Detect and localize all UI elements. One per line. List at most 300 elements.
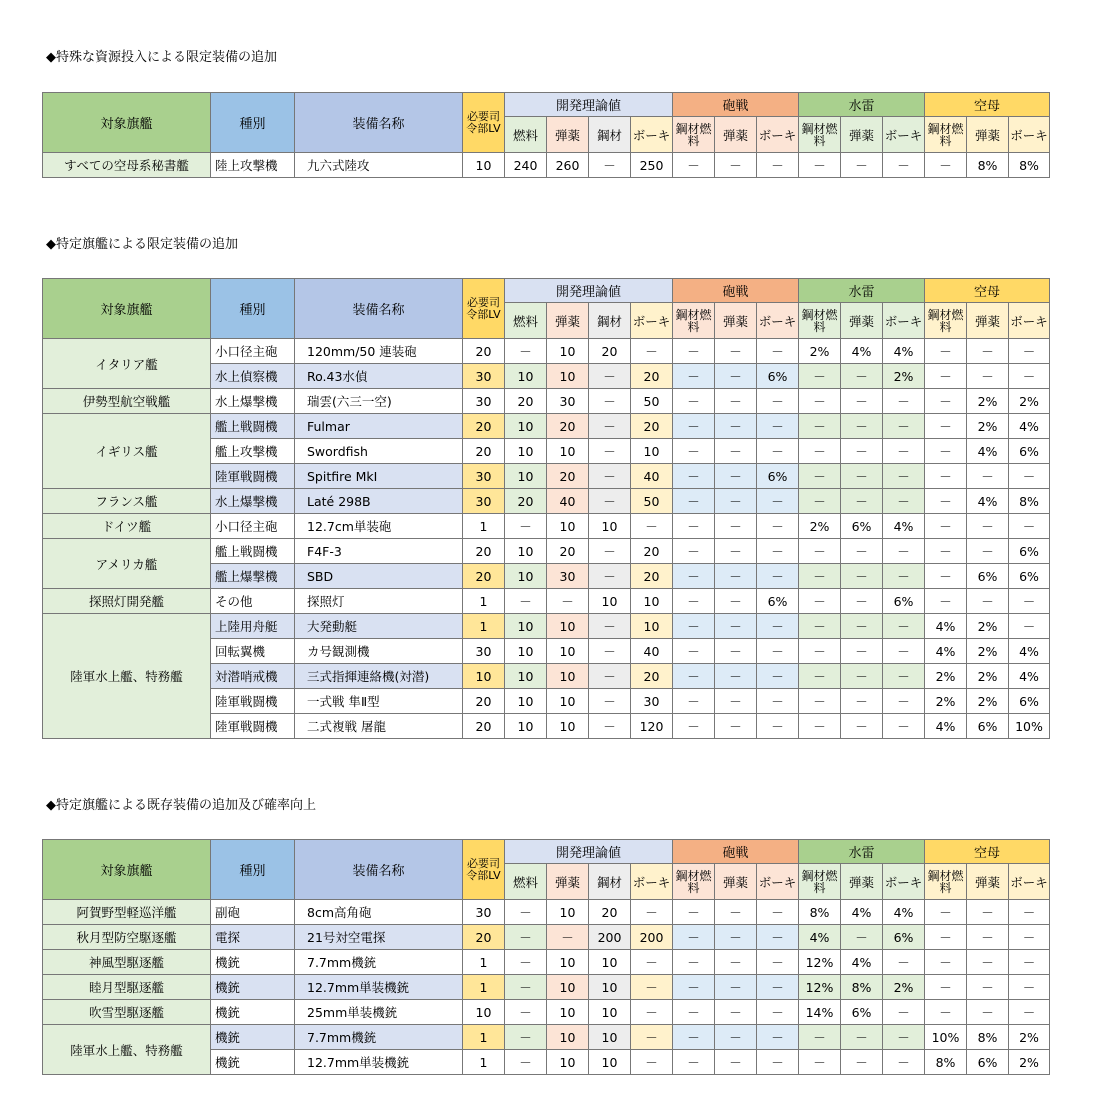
header-type: 種別 — [211, 93, 295, 153]
table-row — [43, 900, 1050, 925]
header-carrier: 空母 — [925, 93, 1050, 117]
gunnery-rate-cell: － — [673, 564, 715, 589]
fuel-cell: 240 — [505, 153, 547, 178]
required-lv-cell: 1 — [463, 589, 505, 614]
gunnery-rate-cell: － — [673, 464, 715, 489]
section-title: ◆特定旗艦による限定装備の追加 — [46, 237, 238, 252]
carrier-rate-cell: 8% — [967, 1025, 1009, 1050]
torpedo-rate-cell: － — [841, 925, 883, 950]
header-dev-theory: 開発理論値 — [505, 93, 673, 117]
header-required-lv: 必要司令部LV — [463, 840, 505, 900]
gunnery-rate-cell: － — [715, 925, 757, 950]
type-cell: 機銃 — [211, 1025, 295, 1050]
header-steel-fuel: 鋼材燃料 — [925, 117, 967, 153]
header-ammo: 弾薬 — [967, 864, 1009, 900]
torpedo-rate-cell: 8% — [841, 975, 883, 1000]
equipment-name-cell: 三式指揮連絡機(対潜) — [295, 664, 463, 689]
ammo-cell: 10 — [547, 1050, 589, 1075]
ammo-cell: 20 — [547, 414, 589, 439]
header-ammo: 弾薬 — [841, 303, 883, 339]
steel-cell: － — [589, 464, 631, 489]
equipment-name-cell: 12.7cm単装砲 — [295, 514, 463, 539]
table-row — [43, 539, 1050, 564]
required-lv-cell: 20 — [463, 689, 505, 714]
target-ship-cell: 伊勢型航空戦艦 — [43, 389, 211, 414]
carrier-rate-cell: － — [967, 539, 1009, 564]
header-steel-fuel: 鋼材燃料 — [673, 864, 715, 900]
carrier-rate-cell: 2% — [925, 689, 967, 714]
gunnery-rate-cell: 6% — [757, 589, 799, 614]
fuel-cell: － — [505, 1025, 547, 1050]
bauxite-cell: 40 — [631, 464, 673, 489]
ammo-cell: 10 — [547, 514, 589, 539]
torpedo-rate-cell: － — [883, 539, 925, 564]
ammo-cell: 10 — [547, 900, 589, 925]
fuel-cell: 10 — [505, 614, 547, 639]
gunnery-rate-cell: － — [715, 339, 757, 364]
torpedo-rate-cell: － — [799, 489, 841, 514]
gunnery-rate-cell: － — [715, 153, 757, 178]
type-cell: 陸軍戦闘機 — [211, 714, 295, 739]
gunnery-rate-cell: － — [757, 1000, 799, 1025]
torpedo-rate-cell: － — [841, 464, 883, 489]
carrier-rate-cell: 6% — [1009, 439, 1050, 464]
header-gunnery: 砲戦 — [673, 840, 799, 864]
torpedo-rate-cell: 4% — [841, 900, 883, 925]
required-lv-cell: 1 — [463, 1025, 505, 1050]
steel-cell: － — [589, 689, 631, 714]
carrier-rate-cell: － — [1009, 614, 1050, 639]
equipment-name-cell: 瑞雲(六三一空) — [295, 389, 463, 414]
torpedo-rate-cell: － — [883, 950, 925, 975]
torpedo-rate-cell: － — [799, 664, 841, 689]
table-row — [43, 514, 1050, 539]
ammo-cell: 10 — [547, 975, 589, 1000]
required-lv-cell: 30 — [463, 639, 505, 664]
equipment-name-cell: 25mm単装機銃 — [295, 1000, 463, 1025]
torpedo-rate-cell: 6% — [883, 589, 925, 614]
torpedo-rate-cell: － — [799, 464, 841, 489]
gunnery-rate-cell: － — [715, 1050, 757, 1075]
required-lv-cell: 1 — [463, 950, 505, 975]
gunnery-rate-cell: － — [673, 389, 715, 414]
carrier-rate-cell: － — [1009, 1000, 1050, 1025]
carrier-rate-cell: － — [925, 564, 967, 589]
gunnery-rate-cell: － — [757, 950, 799, 975]
header-gunnery: 砲戦 — [673, 279, 799, 303]
torpedo-rate-cell: － — [799, 564, 841, 589]
gunnery-rate-cell: － — [715, 389, 757, 414]
carrier-rate-cell: 2% — [967, 414, 1009, 439]
torpedo-rate-cell: － — [883, 689, 925, 714]
header-equipment-name: 装備名称 — [295, 279, 463, 339]
table-row — [43, 950, 1050, 975]
gunnery-rate-cell: 6% — [757, 464, 799, 489]
torpedo-rate-cell: 6% — [841, 514, 883, 539]
torpedo-rate-cell: 4% — [799, 925, 841, 950]
torpedo-rate-cell: － — [883, 1000, 925, 1025]
equipment-name-cell: 7.7mm機銃 — [295, 1025, 463, 1050]
equipment-name-cell: 二式複戦 屠龍 — [295, 714, 463, 739]
carrier-rate-cell: － — [925, 950, 967, 975]
torpedo-rate-cell: － — [841, 153, 883, 178]
torpedo-rate-cell: － — [799, 364, 841, 389]
ammo-cell: 30 — [547, 389, 589, 414]
carrier-rate-cell: － — [925, 514, 967, 539]
type-cell: 機銃 — [211, 1050, 295, 1075]
gunnery-rate-cell: － — [673, 714, 715, 739]
table-row — [43, 1000, 1050, 1025]
target-ship-cell: 秋月型防空駆逐艦 — [43, 925, 211, 950]
gunnery-rate-cell: 6% — [757, 364, 799, 389]
header-ammo: 弾薬 — [547, 864, 589, 900]
torpedo-rate-cell: － — [841, 414, 883, 439]
carrier-rate-cell: － — [925, 464, 967, 489]
table-row — [43, 614, 1050, 639]
header-carrier: 空母 — [925, 279, 1050, 303]
type-cell: 陸軍戦闘機 — [211, 689, 295, 714]
header-bauxite: ボーキ — [883, 117, 925, 153]
carrier-rate-cell: 4% — [1009, 639, 1050, 664]
header-ammo: 弾薬 — [547, 117, 589, 153]
bauxite-cell: 10 — [631, 439, 673, 464]
equipment-name-cell: F4F-3 — [295, 539, 463, 564]
equipment-name-cell: 一式戦 隼Ⅱ型 — [295, 689, 463, 714]
gunnery-rate-cell: － — [715, 489, 757, 514]
fuel-cell: － — [505, 925, 547, 950]
torpedo-rate-cell: － — [883, 1050, 925, 1075]
header-ammo: 弾薬 — [715, 864, 757, 900]
equipment-name-cell: Laté 298B — [295, 489, 463, 514]
carrier-rate-cell: － — [967, 1000, 1009, 1025]
carrier-rate-cell: 8% — [967, 153, 1009, 178]
gunnery-rate-cell: － — [715, 689, 757, 714]
torpedo-rate-cell: 12% — [799, 975, 841, 1000]
fuel-cell: － — [505, 975, 547, 1000]
header-target-ship: 対象旗艦 — [43, 93, 211, 153]
gunnery-rate-cell: － — [757, 414, 799, 439]
type-cell: その他 — [211, 589, 295, 614]
carrier-rate-cell: 10% — [925, 1025, 967, 1050]
torpedo-rate-cell: － — [841, 614, 883, 639]
type-cell: 水上爆撃機 — [211, 489, 295, 514]
carrier-rate-cell: － — [1009, 975, 1050, 1000]
gunnery-rate-cell: － — [757, 614, 799, 639]
torpedo-rate-cell: － — [799, 439, 841, 464]
torpedo-rate-cell: 2% — [799, 514, 841, 539]
required-lv-cell: 20 — [463, 564, 505, 589]
gunnery-rate-cell: － — [715, 589, 757, 614]
header-steel-fuel: 鋼材燃料 — [799, 864, 841, 900]
steel-cell: 20 — [589, 339, 631, 364]
torpedo-rate-cell: － — [841, 639, 883, 664]
steel-cell: 10 — [589, 514, 631, 539]
torpedo-rate-cell: － — [883, 464, 925, 489]
carrier-rate-cell: 2% — [1009, 1050, 1050, 1075]
required-lv-cell: 20 — [463, 925, 505, 950]
equipment-table — [42, 92, 1050, 178]
carrier-rate-cell: 2% — [925, 664, 967, 689]
torpedo-rate-cell: － — [841, 1050, 883, 1075]
carrier-rate-cell: － — [1009, 464, 1050, 489]
carrier-rate-cell: － — [1009, 589, 1050, 614]
required-lv-cell: 30 — [463, 900, 505, 925]
ammo-cell: 20 — [547, 464, 589, 489]
table-row — [43, 489, 1050, 514]
header-steel-fuel: 鋼材燃料 — [925, 864, 967, 900]
ammo-cell: 10 — [547, 614, 589, 639]
torpedo-rate-cell: － — [883, 414, 925, 439]
steel-cell: － — [589, 364, 631, 389]
ammo-cell: 30 — [547, 564, 589, 589]
gunnery-rate-cell: － — [673, 339, 715, 364]
steel-cell: 10 — [589, 1050, 631, 1075]
required-lv-cell: 10 — [463, 153, 505, 178]
torpedo-rate-cell: － — [883, 614, 925, 639]
carrier-rate-cell: 2% — [967, 689, 1009, 714]
torpedo-rate-cell: － — [883, 389, 925, 414]
type-cell: 機銃 — [211, 1000, 295, 1025]
carrier-rate-cell: － — [925, 589, 967, 614]
ammo-cell: 10 — [547, 950, 589, 975]
steel-cell: － — [589, 614, 631, 639]
header-steel: 鋼材 — [589, 864, 631, 900]
torpedo-rate-cell: － — [883, 489, 925, 514]
target-ship-cell: 神風型駆逐艦 — [43, 950, 211, 975]
torpedo-rate-cell: － — [841, 364, 883, 389]
equipment-name-cell: 大発動艇 — [295, 614, 463, 639]
torpedo-rate-cell: 4% — [883, 339, 925, 364]
torpedo-rate-cell: － — [841, 564, 883, 589]
required-lv-cell: 20 — [463, 714, 505, 739]
header-bauxite: ボーキ — [883, 303, 925, 339]
type-cell: 小口径主砲 — [211, 514, 295, 539]
fuel-cell: － — [505, 514, 547, 539]
ammo-cell: 10 — [547, 1025, 589, 1050]
carrier-rate-cell: － — [967, 589, 1009, 614]
gunnery-rate-cell: － — [673, 414, 715, 439]
equipment-table — [42, 839, 1050, 1075]
steel-cell: － — [589, 539, 631, 564]
type-cell: 艦上戦闘機 — [211, 539, 295, 564]
torpedo-rate-cell: － — [799, 689, 841, 714]
type-cell: 電探 — [211, 925, 295, 950]
type-cell: 陸軍戦闘機 — [211, 464, 295, 489]
header-fuel: 燃料 — [505, 864, 547, 900]
torpedo-rate-cell: － — [841, 589, 883, 614]
carrier-rate-cell: 4% — [1009, 664, 1050, 689]
ammo-cell: 260 — [547, 153, 589, 178]
required-lv-cell: 30 — [463, 464, 505, 489]
header-equipment-name: 装備名称 — [295, 840, 463, 900]
fuel-cell: － — [505, 1000, 547, 1025]
target-ship-cell: 阿賀野型軽巡洋艦 — [43, 900, 211, 925]
torpedo-rate-cell: － — [883, 153, 925, 178]
carrier-rate-cell: － — [1009, 364, 1050, 389]
type-cell: 副砲 — [211, 900, 295, 925]
table-row — [43, 1025, 1050, 1050]
target-ship-cell: すべての空母系秘書艦 — [43, 153, 211, 178]
carrier-rate-cell: 2% — [1009, 1025, 1050, 1050]
bauxite-cell: 200 — [631, 925, 673, 950]
header-target-ship: 対象旗艦 — [43, 840, 211, 900]
gunnery-rate-cell: － — [715, 975, 757, 1000]
torpedo-rate-cell: 2% — [799, 339, 841, 364]
equipment-name-cell: 12.7mm単装機銃 — [295, 975, 463, 1000]
carrier-rate-cell: － — [1009, 339, 1050, 364]
gunnery-rate-cell: － — [673, 975, 715, 1000]
gunnery-rate-cell: － — [673, 539, 715, 564]
required-lv-cell: 20 — [463, 339, 505, 364]
fuel-cell: 10 — [505, 539, 547, 564]
ammo-cell: 10 — [547, 364, 589, 389]
header-bauxite: ボーキ — [757, 117, 799, 153]
table-row — [43, 339, 1050, 364]
carrier-rate-cell: 4% — [967, 489, 1009, 514]
bauxite-cell: 20 — [631, 539, 673, 564]
torpedo-rate-cell: － — [841, 539, 883, 564]
torpedo-rate-cell: 4% — [841, 950, 883, 975]
carrier-rate-cell: 6% — [1009, 539, 1050, 564]
torpedo-rate-cell: － — [799, 1025, 841, 1050]
ammo-cell: － — [547, 925, 589, 950]
gunnery-rate-cell: － — [715, 364, 757, 389]
bauxite-cell: 20 — [631, 364, 673, 389]
header-target-ship: 対象旗艦 — [43, 279, 211, 339]
gunnery-rate-cell: － — [757, 900, 799, 925]
carrier-rate-cell: 2% — [967, 664, 1009, 689]
header-ammo: 弾薬 — [715, 117, 757, 153]
ammo-cell: 10 — [547, 714, 589, 739]
gunnery-rate-cell: － — [757, 925, 799, 950]
gunnery-rate-cell: － — [757, 389, 799, 414]
gunnery-rate-cell: － — [673, 1000, 715, 1025]
torpedo-rate-cell: － — [883, 714, 925, 739]
gunnery-rate-cell: － — [715, 664, 757, 689]
required-lv-cell: 1 — [463, 1050, 505, 1075]
carrier-rate-cell: － — [925, 414, 967, 439]
torpedo-rate-cell: － — [883, 439, 925, 464]
carrier-rate-cell: － — [925, 339, 967, 364]
gunnery-rate-cell: － — [715, 950, 757, 975]
gunnery-rate-cell: － — [715, 414, 757, 439]
torpedo-rate-cell: － — [841, 714, 883, 739]
gunnery-rate-cell: － — [673, 900, 715, 925]
type-cell: 小口径主砲 — [211, 339, 295, 364]
gunnery-rate-cell: － — [673, 1025, 715, 1050]
gunnery-rate-cell: － — [715, 614, 757, 639]
gunnery-rate-cell: － — [757, 439, 799, 464]
carrier-rate-cell: － — [925, 364, 967, 389]
gunnery-rate-cell: － — [673, 489, 715, 514]
carrier-rate-cell: － — [925, 153, 967, 178]
target-ship-cell: イギリス艦 — [43, 414, 211, 489]
torpedo-rate-cell: － — [841, 439, 883, 464]
gunnery-rate-cell: － — [757, 489, 799, 514]
bauxite-cell: － — [631, 514, 673, 539]
carrier-rate-cell: － — [967, 514, 1009, 539]
type-cell: 対潜哨戒機 — [211, 664, 295, 689]
carrier-rate-cell: 2% — [967, 389, 1009, 414]
header-ammo: 弾薬 — [547, 303, 589, 339]
equipment-name-cell: 九六式陸攻 — [295, 153, 463, 178]
section-title: ◆特殊な資源投入による限定装備の追加 — [46, 50, 277, 65]
carrier-rate-cell: 4% — [1009, 414, 1050, 439]
carrier-rate-cell: － — [967, 464, 1009, 489]
gunnery-rate-cell: － — [757, 564, 799, 589]
torpedo-rate-cell: － — [799, 614, 841, 639]
header-ammo: 弾薬 — [967, 303, 1009, 339]
header-bauxite: ボーキ — [631, 303, 673, 339]
carrier-rate-cell: 2% — [967, 614, 1009, 639]
header-dev-theory: 開発理論値 — [505, 279, 673, 303]
carrier-rate-cell: 8% — [1009, 153, 1050, 178]
torpedo-rate-cell: 4% — [841, 339, 883, 364]
fuel-cell: － — [505, 900, 547, 925]
header-ammo: 弾薬 — [841, 864, 883, 900]
ammo-cell: 10 — [547, 689, 589, 714]
carrier-rate-cell: 4% — [925, 614, 967, 639]
required-lv-cell: 20 — [463, 539, 505, 564]
type-cell: 機銃 — [211, 950, 295, 975]
carrier-rate-cell: 6% — [1009, 689, 1050, 714]
carrier-rate-cell: 4% — [925, 639, 967, 664]
ammo-cell: 10 — [547, 439, 589, 464]
steel-cell: － — [589, 153, 631, 178]
torpedo-rate-cell: － — [841, 389, 883, 414]
header-bauxite: ボーキ — [1009, 117, 1050, 153]
gunnery-rate-cell: － — [673, 439, 715, 464]
carrier-rate-cell: － — [925, 1000, 967, 1025]
header-bauxite: ボーキ — [1009, 303, 1050, 339]
carrier-rate-cell: － — [967, 364, 1009, 389]
carrier-rate-cell: 6% — [1009, 564, 1050, 589]
equipment-name-cell: 21号対空電探 — [295, 925, 463, 950]
ammo-cell: 10 — [547, 664, 589, 689]
torpedo-rate-cell: 14% — [799, 1000, 841, 1025]
torpedo-rate-cell: 8% — [799, 900, 841, 925]
steel-cell: 10 — [589, 1000, 631, 1025]
gunnery-rate-cell: － — [715, 439, 757, 464]
header-torpedo: 水雷 — [799, 93, 925, 117]
fuel-cell: 10 — [505, 464, 547, 489]
carrier-rate-cell: 2% — [967, 639, 1009, 664]
gunnery-rate-cell: － — [757, 639, 799, 664]
table-row — [43, 414, 1050, 439]
carrier-rate-cell: 4% — [967, 439, 1009, 464]
ammo-cell: － — [547, 589, 589, 614]
carrier-rate-cell: － — [925, 389, 967, 414]
steel-cell: 10 — [589, 950, 631, 975]
target-ship-cell: 睦月型駆逐艦 — [43, 975, 211, 1000]
ammo-cell: 10 — [547, 1000, 589, 1025]
steel-cell: － — [589, 439, 631, 464]
carrier-rate-cell: － — [967, 925, 1009, 950]
type-cell: 艦上攻撃機 — [211, 439, 295, 464]
header-steel-fuel: 鋼材燃料 — [673, 117, 715, 153]
required-lv-cell: 30 — [463, 489, 505, 514]
bauxite-cell: － — [631, 900, 673, 925]
header-bauxite: ボーキ — [757, 303, 799, 339]
torpedo-rate-cell: － — [799, 539, 841, 564]
gunnery-rate-cell: － — [757, 714, 799, 739]
header-bauxite: ボーキ — [883, 864, 925, 900]
steel-cell: 200 — [589, 925, 631, 950]
equipment-table — [42, 278, 1050, 739]
torpedo-rate-cell: － — [841, 664, 883, 689]
bauxite-cell: 50 — [631, 489, 673, 514]
header-steel: 鋼材 — [589, 117, 631, 153]
